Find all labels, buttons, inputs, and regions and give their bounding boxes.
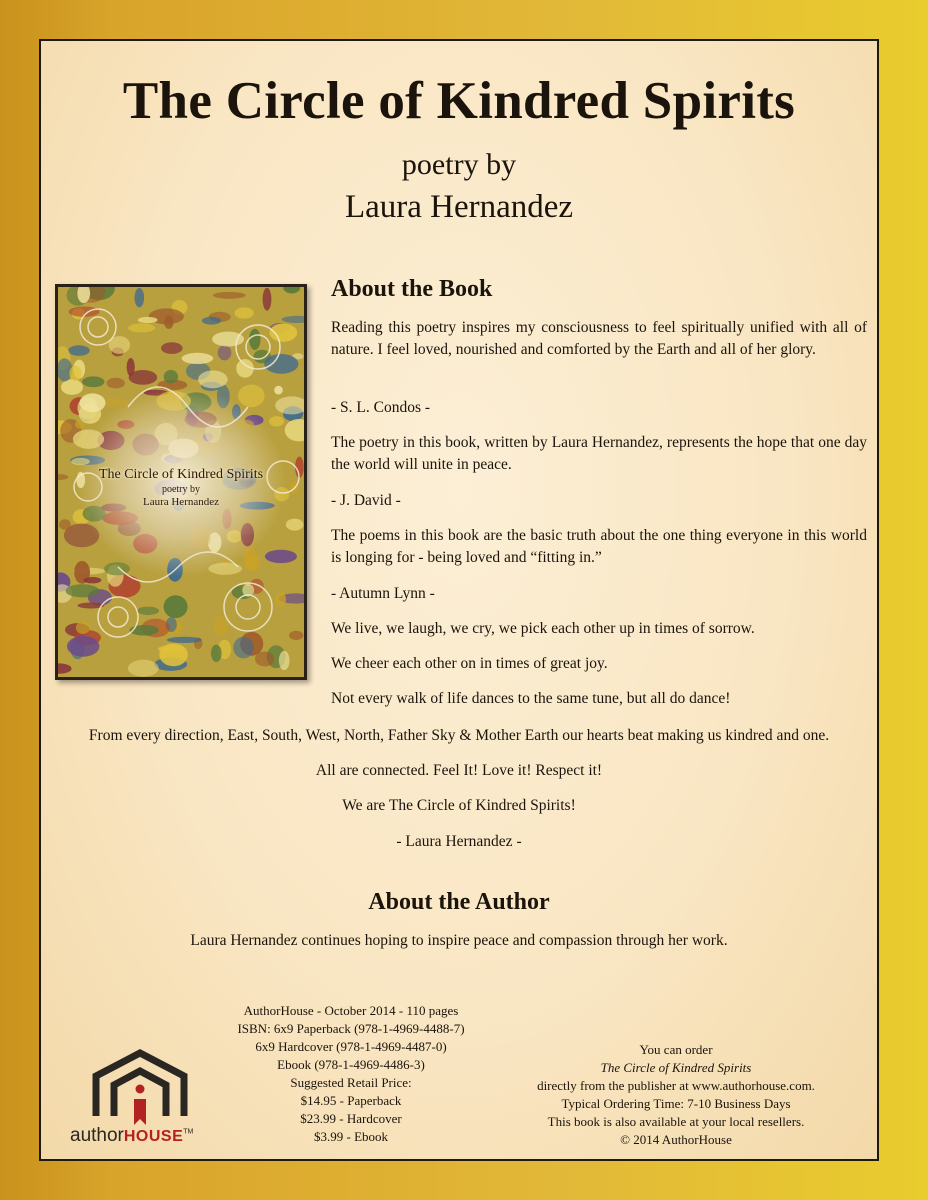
about-author-heading: About the Author <box>368 889 550 915</box>
testimonial-3-author: - Autumn Lynn - <box>331 585 435 602</box>
copyright: © 2014 AuthorHouse <box>620 1132 732 1147</box>
detail-price-paperback: $14.95 - Paperback <box>300 1093 402 1108</box>
testimonial-1: Reading this poetry inspires my consciousness to feel spiritually unified with all of nature. I feel loved, nourished and comforted by the Earth and all of her glory. <box>331 319 867 358</box>
detail-isbn-paperback: ISBN: 6x9 Paperback (978-1-4969-4488-7) <box>237 1021 465 1036</box>
publication-details <box>211 1002 491 1146</box>
logo-tm: TM <box>183 1128 194 1136</box>
author-name: Laura Hernandez <box>344 189 574 225</box>
poem-line-6: We are The Circle of Kindred Spirits! <box>342 797 576 814</box>
subtitle: poetry by <box>401 148 517 181</box>
detail-isbn-ebook: Ebook (978-1-4969-4486-3) <box>277 1057 425 1072</box>
logo-author: author <box>70 1125 124 1146</box>
poem-line-2: We cheer each other on in times of great joy. <box>331 655 608 672</box>
order-line-1: You can order <box>639 1042 713 1057</box>
order-book-title: The Circle of Kindred Spirits <box>600 1060 752 1075</box>
poem-line-3: Not every walk of life dances to the same tune, but all do dance! <box>331 690 731 707</box>
detail-price-ebook: $3.99 - Ebook <box>313 1129 389 1144</box>
book-cover-image <box>55 284 307 680</box>
book-title: The Circle of Kindred Spirits <box>122 72 796 130</box>
order-line-3: directly from the publisher at www.authorhouse.com. <box>537 1078 815 1093</box>
poem-signature: - Laura Hernandez - <box>396 833 522 850</box>
testimonial-2-author: - J. David - <box>331 492 401 509</box>
logo-house: HOUSE <box>123 1128 184 1145</box>
cover-title: The Circle of Kindred Spirits <box>98 467 264 482</box>
detail-price-hardcover: $23.99 - Hardcover <box>300 1111 402 1126</box>
testimonial-3: The poems in this book are the basic truth about the one thing everyone in this world is longing for - being loved and “fitting in.” <box>331 527 867 566</box>
about-author-text: Laura Hernandez continues hoping to inspire peace and compassion through her work. <box>190 932 728 949</box>
detail-isbn-hardcover: 6x9 Hardcover (978-1-4969-4487-0) <box>255 1039 447 1054</box>
flyer-page <box>39 39 879 1161</box>
order-line-4: Typical Ordering Time: 7-10 Business Days <box>561 1096 791 1111</box>
order-info <box>496 1041 856 1149</box>
detail-price-heading: Suggested Retail Price: <box>290 1075 412 1090</box>
poem-line-5: All are connected. Feel It! Love it! Respect it! <box>315 762 603 779</box>
authorhouse-logo <box>70 1125 193 1147</box>
detail-publisher: AuthorHouse - October 2014 - 110 pages <box>243 1003 459 1018</box>
testimonial-1-author: - S. L. Condos - <box>331 399 431 416</box>
poem-line-1: We live, we laugh, we cry, we pick each other up in times of sorrow. <box>331 620 755 637</box>
order-line-5: This book is also available at your local resellers. <box>547 1114 805 1129</box>
about-book-heading: About the Book <box>331 276 493 302</box>
testimonial-2: The poetry in this book, written by Laura Hernandez, represents the hope that one day the world will unite in peace. <box>331 434 867 473</box>
poem-line-4: From every direction, East, South, West, North, Father Sky & Mother Earth our hearts beat making us kindred and one. <box>88 727 830 744</box>
cover-subtitle: poetry by <box>161 484 201 495</box>
cover-author: Laura Hernandez <box>142 496 220 508</box>
